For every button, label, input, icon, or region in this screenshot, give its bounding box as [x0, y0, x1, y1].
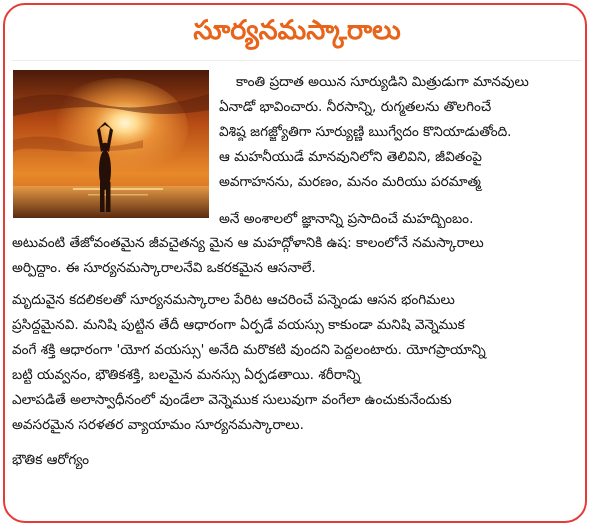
article-title: సూర్యనమస్కారాలు: [193, 15, 401, 46]
yoga-sunset-photo: [13, 70, 209, 218]
body-line-2: అర్పిద్దాం. ఈ సూర్యనమస్కారాలనేవి ఒకరకమైన ఆసనాలే.: [12, 260, 316, 276]
body-line-9: భౌతిక ఆరోగ్యం: [12, 452, 90, 468]
body-line-3: మృదువైన కదలికలతో సూర్యనమస్కారాల పేరిట ఆచరించే పన్నెండు ఆసన భంగిమలు: [12, 292, 455, 308]
side-line-3: విశిష్ఠ జగజ్జ్యోతిగా సూర్యుణ్ణి ఋగ్వేదం కొనియాడుతోంది.: [219, 124, 512, 140]
body-line-5: వంగే శక్తి ఆధారంగా 'యోగ వయస్సు' అనేది మరొకటి వుందని పెద్దలంటారు. యోగప్రాయాన్ని: [12, 342, 486, 358]
side-line-6: అనే అంశాలలో జ్ఞానాన్ని ప్రసాదించే మహద్బింబం.: [219, 211, 474, 227]
side-line-4: ఆ మహనీయుడే మానవునిలోని తెలివిని, జీవితంపై: [219, 149, 482, 165]
side-line-2: ఏనాడో భావించారు. నీరసాన్ని, రుగ్మతలను తొలగించే: [219, 99, 492, 115]
body-line-4: ప్రసిద్ధమైనవి. మనిషి పుట్టిన తేదీ ఆధారంగా ఏర్పడే వయస్సు కాకుండా మనిషి వెన్నెముక: [12, 317, 465, 333]
title-divider: [12, 60, 582, 61]
side-line-1: కాంతి ప్రదాత అయిన సూర్యుడిని మిత్రుడుగా మానవులు: [236, 74, 529, 90]
body-line-7: ఎలాపడితే అలాస్వాధీనంలో వుండేలా వెన్నెముక సులువుగా వంగేలా ఉంచుకునేందుకు: [12, 392, 452, 408]
body-line-6: బట్టి యవ్వనం, భౌతికశక్తి, బలమైన మనస్సు ఏర్పడతాయి. శరీరాన్ని: [12, 367, 361, 383]
body-line-1: అటువంటి తేజోవంతమైన జీవచైతన్య మైన ఆ మహద్గోళానికి ఉష: కాలంలోనే నమస్కారాలు: [12, 235, 484, 251]
body-line-8: అవసరమైన సరళతర వ్యాయామం సూర్యనమస్కారాలు.: [12, 417, 304, 433]
side-line-5: అవగాహనను, మరణం, మనం మరియు పరమాత్మ: [219, 174, 481, 190]
